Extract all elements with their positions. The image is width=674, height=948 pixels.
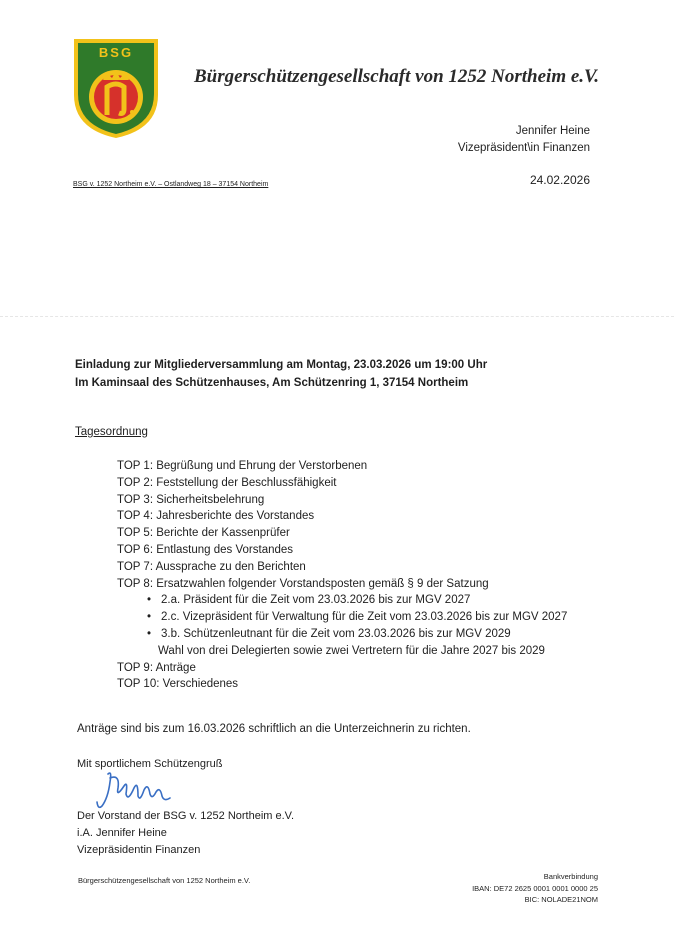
bsg-crest-logo-icon [72,37,160,140]
sender-block [458,123,590,157]
sub-item: • 2.a. Präsident für die Zeit vom 23.03.2026 bis zur MGV 2027 [161,592,567,609]
closing-line-3: Vizepräsidentin Finanzen [77,844,201,856]
svg-text:BSG: BSG [98,45,134,60]
agenda-item: TOP 2: Feststellung der Beschlussfähigkeit [117,476,337,489]
agenda-title: Tagesordnung [75,426,148,438]
closing-block [77,808,294,859]
bank-label: Bankverbindung [543,872,598,881]
iban: IBAN: DE72 2625 0001 0001 0000 25 [472,883,598,893]
agenda-item: TOP 8: Ersatzwahlen folgender Vorstandsposten gemäß § 9 der Satzung [117,577,489,590]
agenda-item: TOP 1: Begrüßung und Ehrung der Verstorbenen [117,460,368,472]
bic: BIC: NOLADE21NOM [524,895,598,904]
invitation-heading [75,356,487,392]
antraege-note: Anträge sind bis zum 16.03.2026 schriftlich an die Unterzeichnerin zu richten. [77,723,471,735]
agenda-list [117,458,567,693]
footer-bank-details [472,871,598,906]
agenda-item: TOP 5: Berichte der Kassenprüfer [117,527,290,540]
agenda-item: TOP 7: Aussprache zu den Berichten [117,560,306,573]
greeting: Mit sportlichem Schützengruß [77,758,223,770]
closing-line-2: i.A. Jennifer Heine [77,827,167,839]
sender-role: Vizepräsident\in Finanzen [457,142,590,154]
heading-line-2: Im Kaminsaal des Schützenhauses, Am Schützenring 1, 37154 Northeim [75,377,469,389]
top8-sublist [117,592,567,642]
heading-line-1: Einladung zur Mitgliederversammlung am Montag, 23.03.2026 um 19:00 Uhr [75,359,488,371]
sub-item: • 3.b. Schützenleutnant für die Zeit vom 23.03.2026 bis zur MGV 2029 [161,626,567,643]
top8-note: Wahl von drei Delegierten sowie zwei Vertretern für die Jahre 2027 bis 2029 [158,644,545,657]
footer-organization: Bürgerschützengesellschaft von 1252 Northeim e.V. [78,876,251,885]
sender-name: Jennifer Heine [515,125,590,137]
fold-mark [0,316,674,317]
letter-date: 24.02.2026 [529,173,590,187]
agenda-sublist-container [117,592,567,642]
return-address: BSG v. 1252 Northeim e.V. – Ostlandweg 18 – 37154 Northeim [73,181,269,188]
closing-line-1: Der Vorstand der BSG v. 1252 Northeim e.V. [77,810,295,822]
sub-item: • 2.c. Vizepräsident für Verwaltung für die Zeit vom 23.03.2026 bis zur MGV 2027 [161,609,567,626]
agenda-item: TOP 3: Sicherheitsbelehrung [117,493,265,506]
agenda-item: TOP 10: Verschiedenes [117,678,239,691]
organization-title: Bürgerschützengesellschaft von 1252 Northeim e.V. [194,66,600,87]
agenda-item: TOP 4: Jahresberichte des Vorstandes [117,510,315,523]
agenda-item: TOP 6: Entlastung des Vorstandes [117,543,294,556]
agenda-item: TOP 9: Anträge [117,661,196,674]
